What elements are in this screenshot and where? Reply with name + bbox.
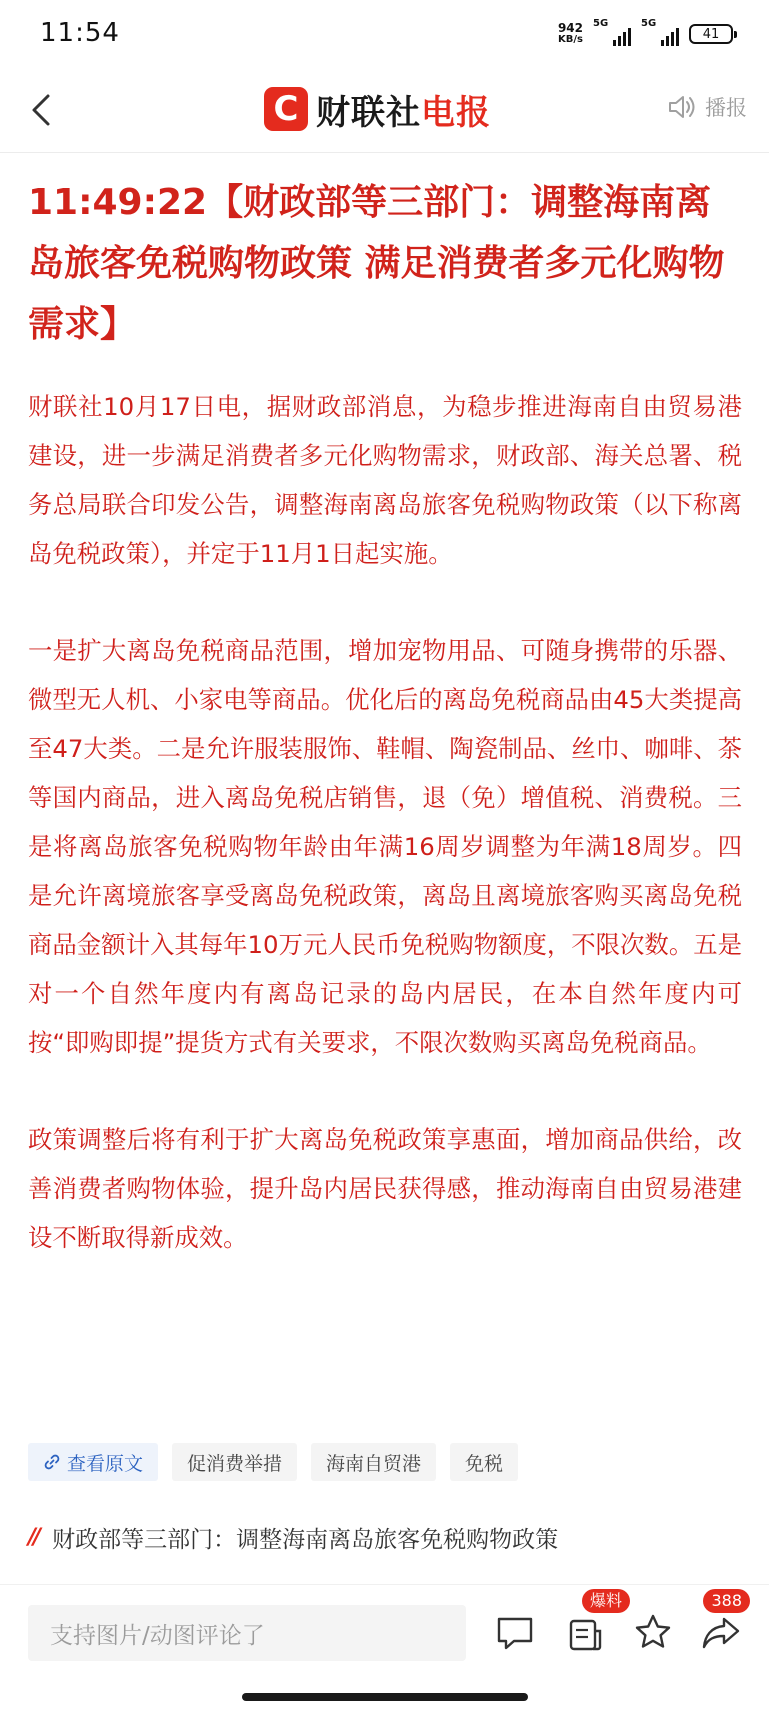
comment-button[interactable] [490, 1607, 540, 1657]
status-indicators [558, 20, 733, 48]
status-bar [0, 0, 769, 68]
sim2-label: 5G [641, 18, 657, 29]
signal-icon-sim2 [641, 18, 679, 46]
star-icon [628, 1607, 678, 1657]
back-arrow-icon [24, 88, 64, 132]
broadcast-label: 播报 [705, 96, 747, 120]
comment-placeholder: 支持图片/动图评论了 [50, 1622, 265, 1649]
article-paragraph: 政策调整后将有利于扩大离岛免税政策享惠面，增加商品供给，改善消费者购物体验，提升岛内居民获得感，推动海南自由贸易港建设不断取得新成效。 [28, 1125, 742, 1252]
view-original-link[interactable] [28, 1443, 158, 1481]
logo-text [316, 85, 491, 134]
view-original-label: 查看原文 [67, 1452, 144, 1475]
battery-icon [689, 24, 733, 44]
report-badge: 爆料 [582, 1589, 630, 1613]
article-paragraph: 财联社10月17日电，据财政部消息，为稳步推进海南自由贸易港建设，进一步满足消费者多元化购物需求，财政部、海关总署、税务总局联合印发公告，调整海南离岛旅客免税购物政策（以下称离岛免税政策），并定于11月1日起实施。 [28, 392, 742, 568]
favorite-button[interactable] [628, 1607, 678, 1657]
top-nav [0, 68, 769, 153]
network-speed [558, 22, 583, 46]
tag-chip[interactable]: 海南自贸港 [311, 1443, 436, 1481]
related-topic-title: 财政部等三部门：调整海南离岛旅客免税购物政策 [52, 1527, 559, 1553]
home-indicator[interactable] [242, 1693, 528, 1701]
bottom-action-bar [0, 1584, 769, 1709]
report-button[interactable] [560, 1591, 623, 1657]
broadcast-button[interactable] [667, 92, 747, 122]
link-icon [43, 1453, 61, 1471]
article-paragraph: 一是扩大离岛免税商品范围，增加宠物用品、可随身携带的乐器、微型无人机、小家电等商品。优化后的离岛免税商品由45大类提高至47大类。二是允许服装服饰、鞋帽、陶瓷制品、丝巾、咖啡、茶等国内商品，进入离岛免税店销售，退（免）增值税、消费税。三是将离岛旅客免税购物年龄由年满16周岁调整为年满18周岁。四是允许离境旅客享受离岛免税政策，离岛且离境旅客购买离岛免税商品金额计入其每年10万元人民币免税购物额度，不限次数。五是对一个自然年度内有离岛记录的岛内居民，在本自然年度内可按“即购即提”提货方式有关要求，不限次数购买离岛免税商品。 [28, 636, 742, 1057]
report-icon [560, 1607, 610, 1657]
tag-chip[interactable]: 促消费举措 [172, 1443, 297, 1481]
article-body [28, 382, 742, 1310]
network-speed-unit: KB/s [557, 34, 583, 45]
app-logo [264, 84, 491, 134]
sim1-label: 5G [593, 18, 609, 29]
logo-text-red: 电报 [421, 92, 491, 133]
speaker-icon [667, 94, 697, 120]
share-button[interactable] [696, 1591, 746, 1657]
share-icon [696, 1607, 746, 1657]
share-count-badge: 388 [703, 1589, 750, 1613]
comment-input[interactable] [28, 1605, 466, 1661]
status-time: 11:54 [40, 18, 120, 48]
article-title: 11:49:22【财政部等三部门：调整海南离岛旅客免税购物政策 满足消费者多元化购物需求】 [28, 182, 725, 345]
battery-level: 41 [702, 26, 720, 42]
comment-icon [490, 1607, 540, 1657]
tag-chip[interactable]: 免税 [450, 1443, 518, 1481]
network-speed-value: 942 [557, 21, 583, 35]
signal-icon-sim1 [593, 18, 631, 46]
logo-mark: C [264, 87, 308, 131]
tag-row [28, 1443, 518, 1481]
back-button[interactable] [24, 88, 64, 132]
topic-slash-icon: // [28, 1525, 39, 1550]
logo-text-black: 财联社 [316, 92, 421, 133]
related-topic[interactable] [28, 1521, 558, 1554]
